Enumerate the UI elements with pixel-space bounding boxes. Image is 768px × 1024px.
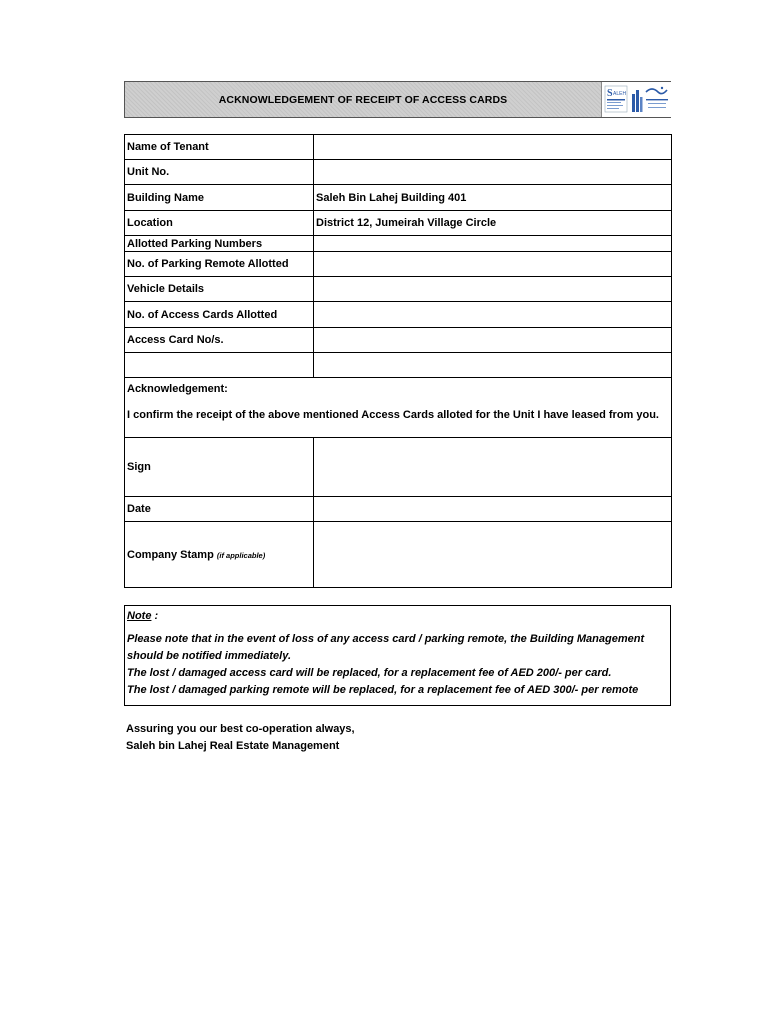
field-label-access-cards-count: No. of Access Cards Allotted — [125, 302, 314, 328]
date-field[interactable] — [314, 497, 672, 522]
svg-text:S: S — [607, 88, 613, 99]
access-cards-count-field[interactable] — [314, 302, 672, 328]
table-row — [125, 328, 672, 353]
note-box — [124, 605, 671, 706]
acknowledgement-row — [125, 378, 672, 438]
table-row — [125, 236, 672, 252]
parking-numbers-field[interactable] — [314, 236, 672, 252]
company-logo — [601, 82, 672, 117]
acknowledgement-title: Acknowledgement: — [127, 383, 228, 395]
tenant-name-field[interactable] — [314, 135, 672, 160]
closing-line-1: Assuring you our best co-operation always, — [126, 723, 355, 735]
note-line-3: The lost / damaged access card will be replaced, for a replacement fee of AED 200/- per card. — [127, 667, 612, 679]
note-label: Note — [127, 610, 152, 622]
table-row — [125, 302, 672, 328]
parking-remote-field[interactable] — [314, 252, 672, 277]
table-row — [125, 185, 672, 211]
svg-text:ALEH: ALEH — [613, 91, 627, 97]
field-label-company-stamp — [125, 522, 314, 588]
table-row — [125, 135, 672, 160]
acknowledgement-text: I confirm the receipt of the above mentioned Access Cards alloted for the Unit I have leased from you. — [127, 409, 659, 421]
field-label-building-name: Building Name — [125, 185, 314, 211]
note-heading — [127, 608, 668, 625]
table-row — [125, 438, 672, 497]
signature-field[interactable] — [314, 438, 672, 497]
blank-label-cell — [125, 353, 314, 378]
table-row — [125, 252, 672, 277]
table-row — [125, 211, 672, 236]
table-row — [125, 277, 672, 302]
form-header — [124, 81, 671, 118]
logo-graphic — [602, 82, 672, 117]
note-line-2: should be notified immediately. — [127, 650, 292, 662]
note-colon: : — [151, 610, 159, 622]
field-label-vehicle-details: Vehicle Details — [125, 277, 314, 302]
form-title: ACKNOWLEDGEMENT OF RECEIPT OF ACCESS CARDS — [218, 94, 508, 106]
acknowledgement-cell — [125, 378, 672, 438]
field-label-parking-numbers: Allotted Parking Numbers — [125, 236, 314, 252]
field-label-tenant-name: Name of Tenant — [125, 135, 314, 160]
table-row — [125, 160, 672, 185]
field-label-location: Location — [125, 211, 314, 236]
field-label-access-card-numbers: Access Card No/s. — [125, 328, 314, 353]
unit-no-field[interactable] — [314, 160, 672, 185]
company-stamp-note: (if applicable) — [216, 550, 266, 560]
field-label-parking-remote: No. of Parking Remote Allotted — [125, 252, 314, 277]
table-row — [125, 353, 672, 378]
tenant-details-table — [124, 134, 672, 588]
note-line-4: The lost / damaged parking remote will be replaced, for a replacement fee of AED 300/- per remote — [127, 684, 639, 696]
blank-value-field[interactable] — [314, 353, 672, 378]
vehicle-details-field[interactable] — [314, 277, 672, 302]
field-label-unit-no: Unit No. — [125, 160, 314, 185]
field-label-sign: Sign — [125, 438, 314, 497]
note-line-1: Please note that in the event of loss of any access card / parking remote, the Building Management — [127, 633, 645, 645]
company-stamp-label: Company Stamp — [127, 548, 214, 561]
closing-signoff — [126, 721, 355, 755]
location-value: District 12, Jumeirah Village Circle — [314, 211, 672, 236]
table-row — [125, 497, 672, 522]
access-card-numbers-field[interactable] — [314, 328, 672, 353]
company-stamp-field[interactable] — [314, 522, 672, 588]
building-name-value: Saleh Bin Lahej Building 401 — [314, 185, 672, 211]
closing-line-2: Saleh bin Lahej Real Estate Management — [126, 740, 340, 752]
field-label-date: Date — [125, 497, 314, 522]
table-row — [125, 522, 672, 588]
